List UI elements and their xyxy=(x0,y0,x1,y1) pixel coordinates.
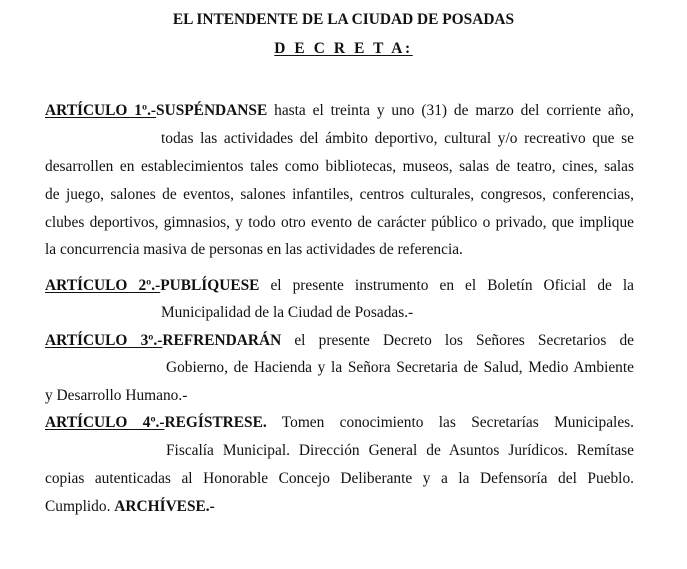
article-3-label: ARTÍCULO 3º.- xyxy=(45,332,163,349)
article-3-text-1: el presente Decreto los Señores Secretarios de xyxy=(281,332,634,349)
article-1-text-6: la concurrencia masiva de personas en las actividades de referencia. xyxy=(45,241,463,258)
article-4-verb: REGÍSTRESE. xyxy=(164,414,267,431)
article-3-text-3: y Desarrollo Humano.- xyxy=(45,387,188,404)
decreta-heading: D E C R E T A: xyxy=(274,40,413,57)
article-1-text-2: todas las actividades del ámbito deportivo, cultural y/o recreativo que se xyxy=(161,130,634,147)
article-2-text-1: el presente instrumento en el Boletín Oficial de la xyxy=(259,277,634,294)
document-title: EL INTENDENTE DE LA CIUDAD DE POSADAS xyxy=(172,11,515,28)
article-4-last-line xyxy=(45,497,215,517)
article-1-text-3: desarrollen en establecimientos tales como bibliotecas, museos, salas de teatro, cines, salas xyxy=(45,158,634,175)
article-1-first-line xyxy=(45,101,634,121)
article-4-text-2: Fiscalía Municipal. Dirección General de Asuntos Jurídicos. Remítase xyxy=(166,442,634,459)
article-4-label: ARTÍCULO 4º.- xyxy=(45,414,165,431)
article-4-text-1: Tomen conocimiento las Secretarías Municipales. xyxy=(266,414,634,431)
article-2-label: ARTÍCULO 2º.- xyxy=(45,277,161,294)
article-2-first-line xyxy=(45,276,634,296)
article-4-closing: ARCHÍVESE.- xyxy=(114,498,215,515)
article-1-text-5: clubes deportivos, gimnasios, y todo otro evento de carácter público o privado, que implique xyxy=(45,214,634,231)
article-2-text-2: Municipalidad de la Ciudad de Posadas.- xyxy=(161,304,414,321)
article-3-verb: REFRENDARÁN xyxy=(162,332,282,349)
article-1-text-4: de juego, salones de eventos, salones infantiles, centros culturales, congresos, conferencias, xyxy=(45,186,634,203)
article-3-first-line xyxy=(45,331,634,351)
article-1-verb: SUSPÉNDANSE xyxy=(156,102,268,119)
article-4-first-line xyxy=(45,413,634,433)
article-3-text-2: Gobierno, de Hacienda y la Señora Secretaria de Salud, Medio Ambiente xyxy=(166,359,634,376)
article-2-verb: PUBLÍQUESE xyxy=(160,277,260,294)
article-1-text-1: hasta el treinta y uno (31) de marzo del corriente año, xyxy=(267,102,634,119)
article-4-text-4: Cumplido. xyxy=(45,498,115,515)
article-4-text-3: copias autenticadas al Honorable Concejo Deliberante y a la Defensoría del Pueblo. xyxy=(45,470,634,487)
article-1-label: ARTÍCULO 1º.- xyxy=(45,102,157,119)
